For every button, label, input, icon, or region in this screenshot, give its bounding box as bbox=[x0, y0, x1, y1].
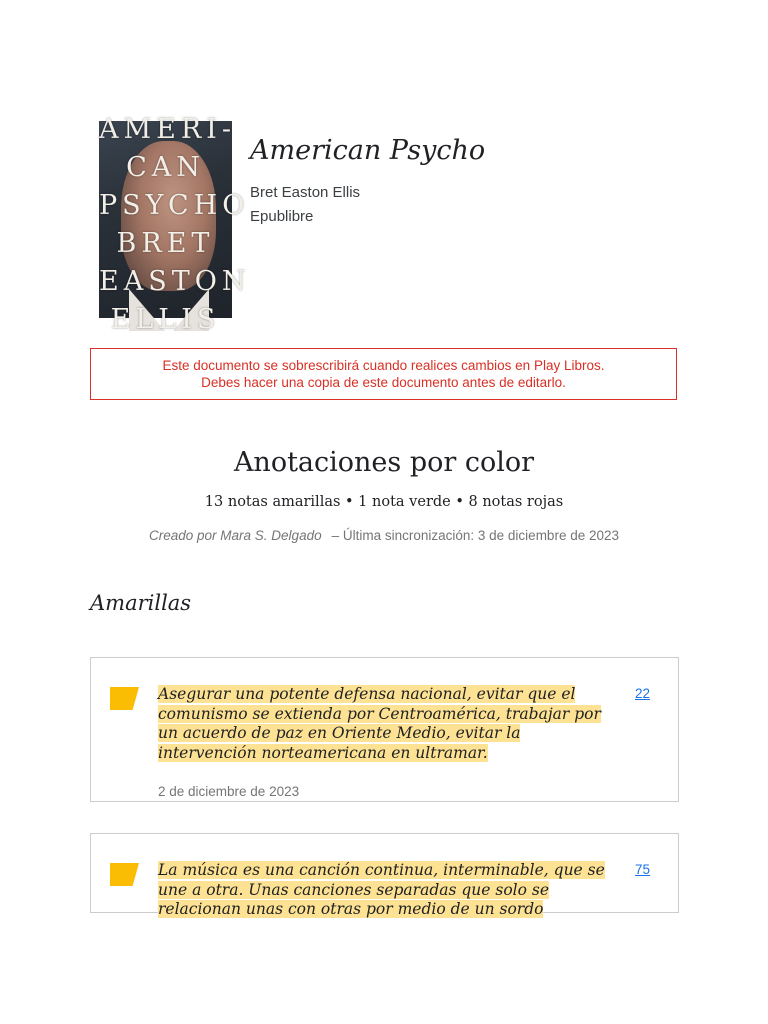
cover-line: ELLIS bbox=[110, 304, 221, 335]
annotation-quote bbox=[158, 861, 608, 920]
overwrite-warning-box bbox=[90, 348, 677, 400]
page-number-link[interactable]: 75 bbox=[635, 862, 651, 877]
cover-title-lettering bbox=[99, 111, 251, 339]
annotation-card bbox=[90, 833, 679, 918]
document-meta bbox=[0, 528, 768, 543]
warning-line-1: Este documento se sobrescribirá cuando realices cambios en Play Libros. bbox=[162, 358, 605, 373]
creator-label: Creado por Mara S. Delgado bbox=[149, 528, 322, 543]
cover-line: BRET bbox=[116, 228, 215, 259]
book-title: American Psycho bbox=[250, 135, 486, 166]
book-author: Bret Easton Ellis bbox=[250, 184, 361, 201]
section-heading-yellow: Amarillas bbox=[90, 591, 192, 615]
cover-line: AMERI- bbox=[99, 114, 236, 145]
annotations-title: Anotaciones por color bbox=[233, 447, 535, 478]
cover-line: CAN bbox=[126, 152, 205, 183]
cover-line: EASTON bbox=[99, 266, 251, 297]
bookmark-flag-icon bbox=[110, 687, 139, 710]
bookmark-flag-icon bbox=[110, 863, 139, 886]
annotation-date: 2 de diciembre de 2023 bbox=[158, 784, 300, 799]
book-publisher: Epublibre bbox=[250, 208, 314, 225]
annotation-quote bbox=[158, 685, 608, 763]
sync-label: – Última sincronización: 3 de diciembre de 2023 bbox=[331, 528, 619, 543]
highlighted-text: La música es una canción continua, interminable, que se une a otra. Unas canciones separadas que solo se relacionan unas con otras por medio de un sordo bbox=[158, 861, 605, 918]
annotation-card bbox=[90, 657, 679, 802]
cover-line: PSYCHO bbox=[99, 190, 250, 221]
highlighted-text: Asegurar una potente defensa nacional, evitar que el comunismo se extienda por Centroamérica, trabajar por un acuerdo de paz en Oriente Medio, evitar la intervención norteamericana en ultramar. bbox=[158, 685, 601, 762]
book-cover-image bbox=[99, 114, 251, 335]
page-number-link[interactable]: 22 bbox=[635, 686, 651, 701]
warning-line-2: Debes hacer una copia de este documento antes de editarlo. bbox=[201, 375, 566, 390]
annotation-counts: 13 notas amarillas • 1 nota verde • 8 notas rojas bbox=[204, 494, 564, 510]
book-header bbox=[99, 114, 679, 335]
